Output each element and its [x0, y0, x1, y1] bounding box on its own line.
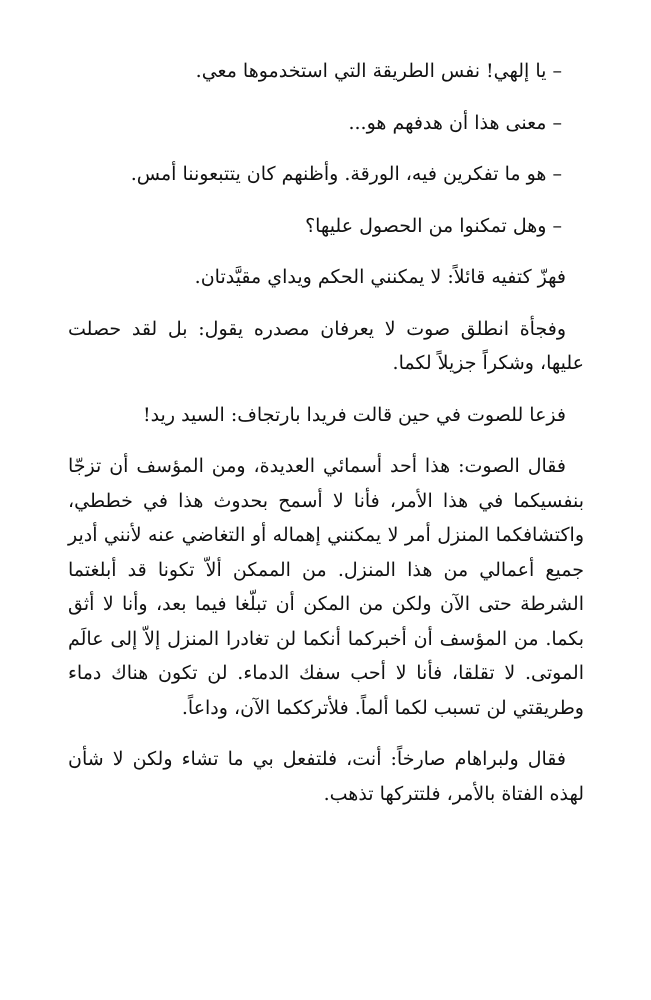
document-page: [68, 54, 584, 811]
dialog-line: – وهل تمكنوا من الحصول عليها؟: [305, 214, 562, 237]
dialog-line: – معنى هذا أن هدفهم هو...: [348, 111, 562, 134]
narration-paragraph: فزعا للصوت في حين قالت فريدا بارتجاف: السيد ريد!: [142, 403, 566, 426]
narration-paragraph: وفجأة انطلق صوت لا يعرفان مصدره يقول: بل لقد حصلت عليها، وشكراً جزيلاً لكما.: [68, 317, 584, 374]
dialog-line: – يا إلهي! نفس الطريقة التي استخدموها معي.: [195, 60, 562, 82]
narration-paragraph: فقال ولبراهام صارخاً: أنت، فلتفعل بي ما تشاء ولكن لا شأن لهذه الفتاة بالأمر، فلتتركها تذهب.: [68, 748, 584, 805]
narration-paragraph: فقال الصوت: هذا أحد أسمائي العديدة، ومن المؤسف أن تزجّا بنفسيكما في هذا الأمر، فأنا لا أسمح بحدوث هذا في خططي، واكتشافكما المنزل أمر لا يمكنني إهماله أو التغاضي عنه لأنني أدير جميع أعمالي من هذا المنزل. من الممكن ألاّ تكونا قد أبلغتما الشرطة حتى الآن ولكن من المكن أن تبلّغا فيما بعد، وأنا لا أثق بكما. من المؤسف أن أخبركما أنكما لن تغادرا المنزل إلاّ إلى عالَم الموتى. لا تقلقا، فأنا لا أحب سفك الدماء. لن تكون هناك دماء وطريقتي لن تسبب لكما ألماً. فلأترككما الآن، وداعاً.: [68, 455, 584, 719]
dialog-line: – هو ما تفكرين فيه، الورقة. وأظنهم كان يتتبعوننا أمس.: [130, 163, 562, 185]
narration-paragraph: فهزّ كتفيه قائلاً: لا يمكنني الحكم ويداي مقيَّدتان.: [194, 266, 566, 288]
